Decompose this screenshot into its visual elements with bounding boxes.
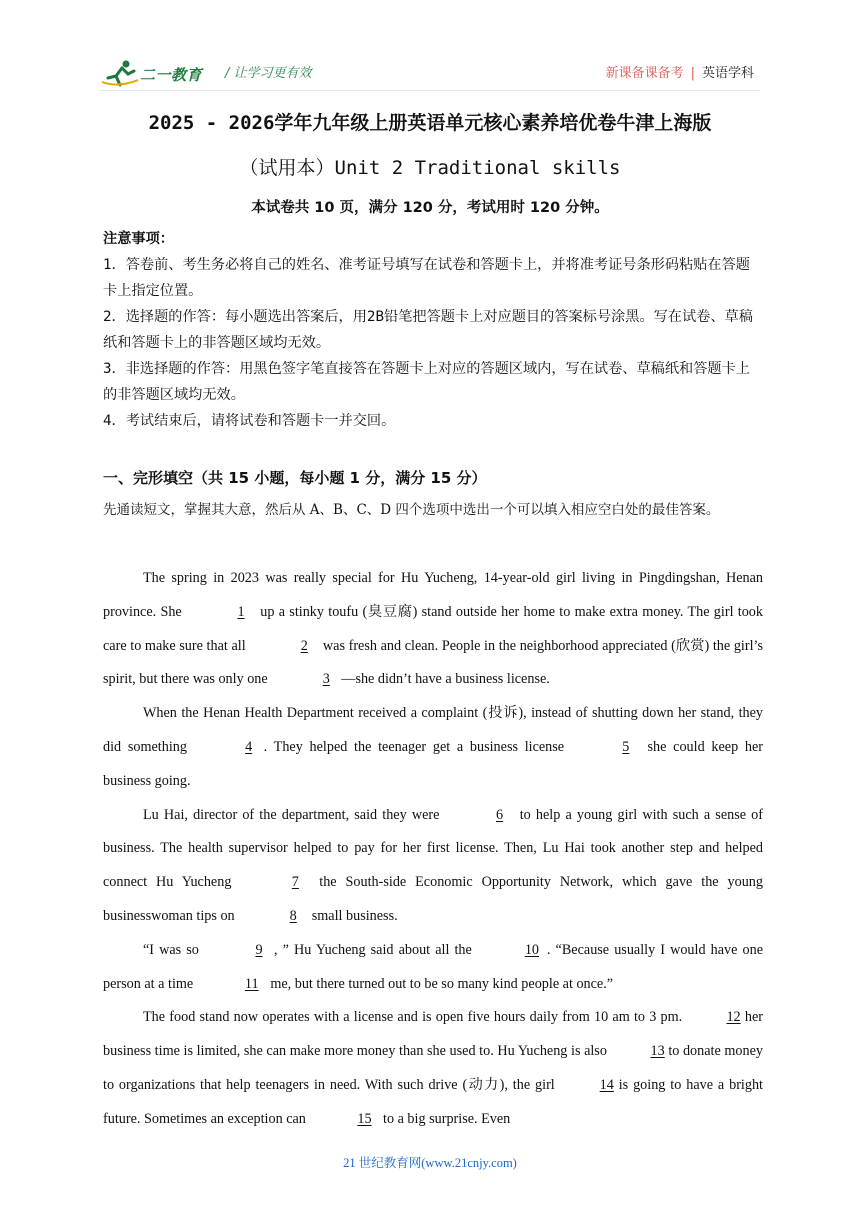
cloze-passage xyxy=(103,562,763,1137)
section-instruction: 先通读短文，掌握其大意，然后从 A、B、C、D 四个选项中选出一个可以填入相应空白处的最佳答案。 xyxy=(103,502,720,518)
header-subject: 英语学科 xyxy=(701,66,754,81)
blank-2: 2 xyxy=(300,637,308,654)
header-divider xyxy=(100,90,760,91)
passage-text: “I was so xyxy=(143,941,204,958)
paragraph xyxy=(103,799,763,934)
logo-text: 二一教育 xyxy=(140,66,203,84)
blank-4: 4 xyxy=(245,738,253,755)
passage-text: The food stand now operates with a license and is open five hours daily from 10 am to 3 pm. xyxy=(143,1009,687,1026)
exam-title-line2: （试用本）Unit 2 Traditional skills xyxy=(239,157,621,179)
passage-text: The spring in 2023 was really special for Hu Yucheng, 14-year-old girl living in Pingdingshan, Henan province. She xyxy=(103,570,763,620)
note-item: 3．非选择题的作答：用黑色签字笔直接答在答题卡上对应的答题区域内，写在试卷、草稿纸和答题卡上的非答题区域均无效。 xyxy=(103,361,750,403)
header-tag: 新课备课备考 xyxy=(605,66,684,81)
note-item: 2．选择题的作答：每小题选出答案后，用2B铅笔把答题卡上对应题目的答案标号涂黑。写在试卷、草稿纸和答题卡上的非答题区域均无效。 xyxy=(103,309,753,351)
paragraph xyxy=(103,562,763,697)
passage-text: . “Because usually I would have one person at a time xyxy=(103,941,764,992)
header-right xyxy=(606,62,754,81)
blank-12: 12 xyxy=(726,1009,741,1026)
passage-text: to donate money to organizations that help teenagers in need. With such drive (动力), the girl xyxy=(103,1043,763,1093)
passage-text: her business time is limited, she can make more money than she used to. Hu Yucheng is also xyxy=(103,1009,763,1060)
header-separator: | xyxy=(690,66,695,81)
passage-text: the South-side Economic Opportunity Network, which gave the young businesswoman tips on xyxy=(103,874,763,924)
running-figure-icon xyxy=(100,58,140,88)
paragraph xyxy=(103,697,763,798)
blank-5: 5 xyxy=(622,738,630,755)
passage-text: . They helped the teenager get a business license xyxy=(263,738,571,755)
blank-6: 6 xyxy=(496,806,504,823)
blank-1: 1 xyxy=(237,603,245,620)
passage-text: When the Henan Health Department received a complaint (投诉), instead of shutting down her stand, they did something xyxy=(103,705,763,755)
passage-text: she could keep her business going. xyxy=(103,738,763,789)
note-item: 4．考试结束后，请将试卷和答题卡一并交回。 xyxy=(103,413,396,429)
passage-text: —she didn’t have a business license. xyxy=(341,671,550,688)
blank-8: 8 xyxy=(289,907,297,924)
passage-text: was fresh and clean. People in the neighborhood appreciated (欣赏) the girl’s spirit, but there was only one xyxy=(103,637,763,688)
header-slogan: / 让学习更有效 xyxy=(225,66,312,81)
blank-9: 9 xyxy=(255,941,263,958)
paragraph xyxy=(103,1001,763,1136)
passage-text: me, but there turned out to be so many kind people at once.” xyxy=(266,975,614,992)
paragraph xyxy=(103,934,763,1002)
note-item: 1．答卷前、考生务必将自己的姓名、准考证号填写在试卷和答题卡上，并将准考证号条形码粘贴在答题卡上指定位置。 xyxy=(103,257,750,299)
notes xyxy=(103,226,763,434)
page-header xyxy=(100,58,760,94)
blank-3: 3 xyxy=(322,671,330,688)
passage-text: to a big surprise. Even xyxy=(379,1110,511,1127)
blank-15: 15 xyxy=(357,1110,372,1127)
exam-title-line1: 2025 - 2026学年九年级上册英语单元核心素养培优卷牛津上海版 xyxy=(148,112,712,134)
passage-text: up a stinky toufu (臭豆腐) stand outside her home to make extra money. The girl took care to make sure that all xyxy=(103,603,763,654)
blank-14: 14 xyxy=(599,1076,614,1093)
passage-text: is going to have a bright future. Sometimes an exception can xyxy=(103,1076,763,1127)
slogan-text: 让学习更有效 xyxy=(233,66,312,81)
blank-10: 10 xyxy=(524,941,539,958)
exam-subtitle: 本试卷共 10 页，满分 120 分，考试用时 120 分钟。 xyxy=(251,200,609,216)
blank-11: 11 xyxy=(244,975,259,992)
logo xyxy=(100,58,210,88)
blank-13: 13 xyxy=(650,1043,665,1060)
section-heading: 一、完形填空（共 15 小题，每小题 1 分，满分 15 分） xyxy=(103,469,487,487)
passage-text: , ” Hu Yucheng said about all the xyxy=(273,941,477,958)
passage-text: to help a young girl with such a sense of business. The health supervisor helped to pay for her first license. Then, Lu Hai took another step and helped connect Hu Yucheng xyxy=(103,806,763,891)
blank-7: 7 xyxy=(291,874,299,891)
passage-text: Lu Hai, director of the department, said they were xyxy=(143,806,445,823)
notes-heading: 注意事项： xyxy=(103,231,174,247)
page-footer: 21 世纪教育网(www.21cnjy.com) xyxy=(343,1156,517,1170)
passage-text: small business. xyxy=(308,907,398,924)
